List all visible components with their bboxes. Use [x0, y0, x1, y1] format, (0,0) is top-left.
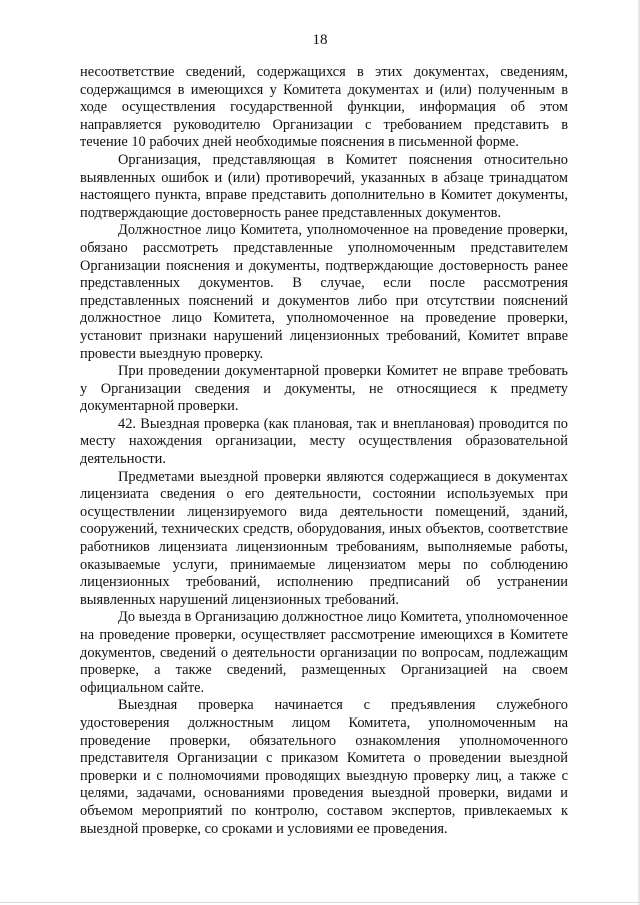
paragraph-pre-visit-review: До выезда в Организацию должностное лицо Комитета, уполномоченное на проведение проверки, осуществляет рассмотрение имеющихся в Комитете документов, сведений о деятельности организации по вопросам, подлежащим проверке, а также сведений, размещенных Организацией на своем официальном сайте. [80, 609, 568, 696]
page-number: 18 [312, 32, 328, 48]
paragraph-continuation: несоответствие сведений, содержащихся в этих документах, сведениям, содержащимся в имеющихся у Комитета документах и (или) полученным в ходе осуществления государственной функции, информация об этом направляется руководителю Организации с требованием представить в течение 10 рабочих дней необходимые пояснения в письменной форме. [80, 64, 568, 151]
paragraph-onsite-check-subjects: Предметами выездной проверки являются содержащиеся в документах лицензиата сведения о его деятельности, состоянии используемых при осуществлении лицензируемого вида деятельности помещений, зданий, сооружений, технических средств, оборудования, иных объектов, соответствие работников лицензиата лицензионным требованиям, выполняемые работы, оказываемые услуги, принимаемые лицензиатом меры по соблюдению лицензионных требований, исполнению предписаний об устранении выявленных нарушений лицензионных требований. [80, 468, 568, 608]
page-bottom-border [0, 902, 640, 903]
paragraph-onsite-check-start: Выездная проверка начинается с предъявления служебного удостоверения должностным лицом Комитета, уполномоченным на проведение проверки, обязательного ознакомления уполномоченного представителя Организации с приказом Комитета о проведении выездной проверки и с полномочиями проводящих выездную проверку лиц, а также с целями, задачами, основаниями проведения выездной проверки, видами и объемом мероприятий по контролю, составом экспертов, привлекаемых к выездной проверке, со сроками и условиями ее проведения. [80, 697, 568, 837]
paragraph-official-review: Должностное лицо Комитета, уполномоченное на проведение проверки, обязано рассмотреть представленные уполномоченным представителем Организации пояснения и документы, подтверждающие достоверность ранее представленных документов. В случае, если после рассмотрения представленных пояснений и документов либо при отсутствии пояснений должностное лицо Комитета, уполномоченное на проведение проверки, установит признаки нарушений лицензионных требований, Комитет вправе провести выездную проверку. [80, 222, 568, 362]
document-body [80, 64, 568, 838]
paragraph-documentary-check-limits: При проведении документарной проверки Комитет не вправе требовать у Организации сведения и документы, не относящиеся к предмету документарной проверки. [80, 363, 568, 415]
paragraph-onsite-check-location: 42. Выездная проверка (как плановая, так и внеплановая) проводится по месту нахождения организации, месту осуществления образовательной деятельности. [80, 415, 568, 468]
paragraph-organization-explanations: Организация, представляющая в Комитет пояснения относительно выявленных ошибок и (или) противоречий, указанных в абзаце тринадцатом настоящего пункта, вправе представить дополнительно в Комитет документы, подтверждающие достоверность ранее представленных документов. [80, 151, 568, 221]
